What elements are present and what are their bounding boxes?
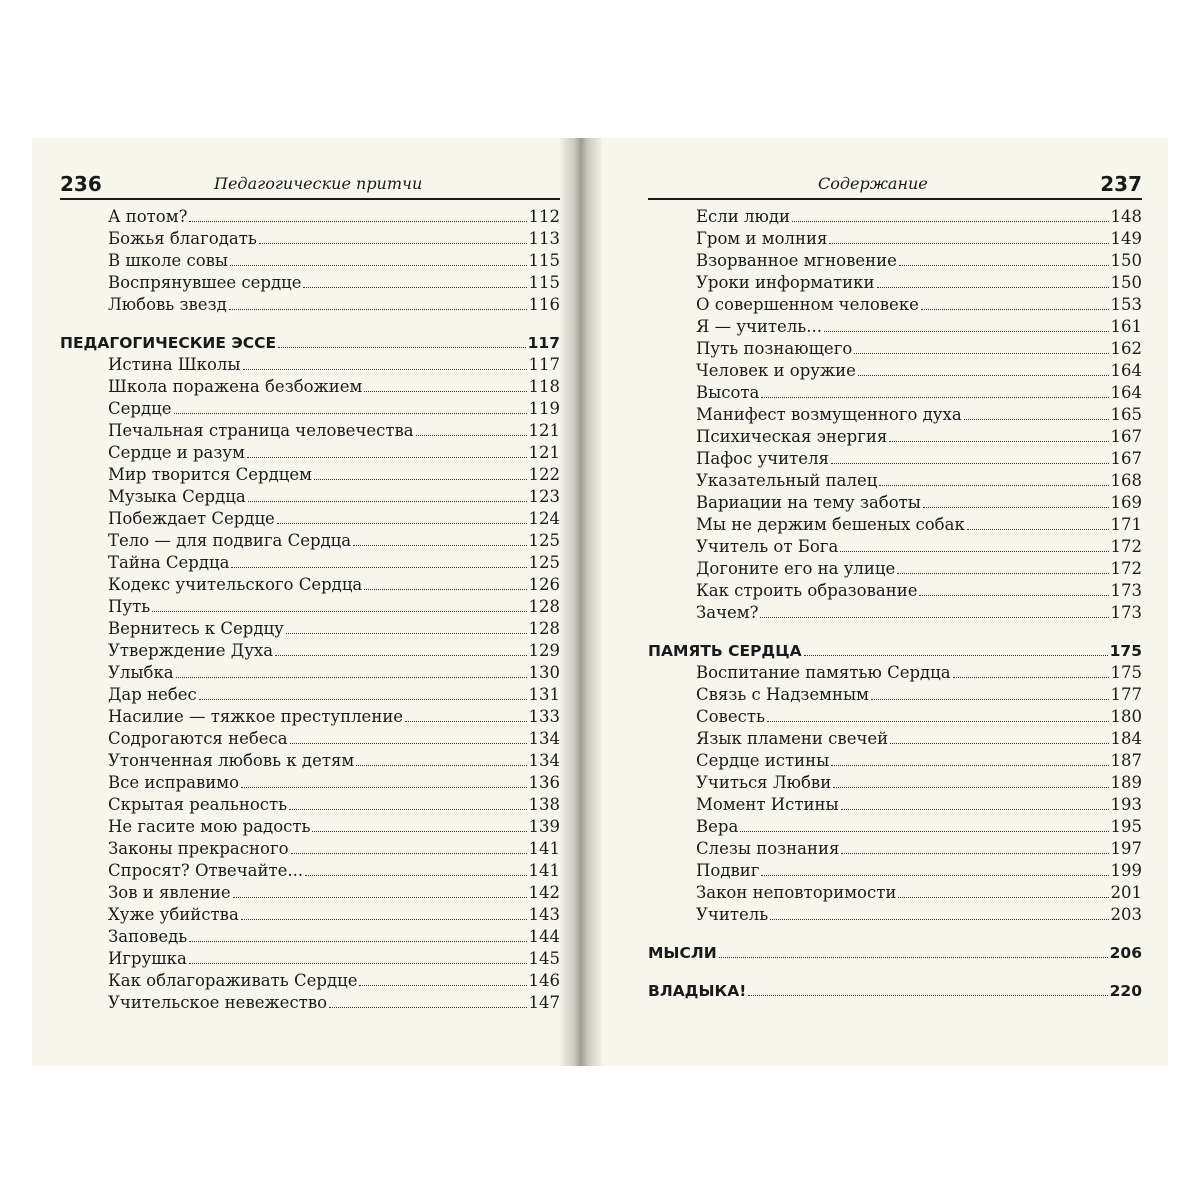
- toc-section: [648, 980, 1142, 1002]
- toc-entry: [648, 558, 1142, 580]
- toc-title: Указательный палец: [696, 471, 878, 490]
- toc-leader-dots: [230, 265, 526, 266]
- toc-entry: [60, 596, 560, 618]
- toc-title: Вариации на тему заботы: [696, 493, 921, 512]
- toc-title: Школа поражена безбожием: [108, 377, 363, 396]
- toc-leader-dots: [229, 309, 527, 310]
- toc-title: Любовь звезд: [108, 295, 227, 314]
- toc-entry: [648, 294, 1142, 316]
- toc-entry: [648, 426, 1142, 448]
- toc-leader-dots: [364, 391, 526, 392]
- toc-entry: [648, 706, 1142, 728]
- toc-title: Путь: [108, 597, 151, 616]
- toc-entry: [60, 860, 560, 882]
- toc-title: Побеждает Сердце: [108, 509, 275, 528]
- toc-entry: [648, 470, 1142, 492]
- toc-title: Истина Школы: [108, 355, 241, 374]
- toc-leader-dots: [953, 677, 1109, 678]
- left-header-rule: [60, 198, 560, 200]
- toc-title: Дар небес: [108, 685, 197, 704]
- toc-page-number: 220: [1109, 982, 1142, 1000]
- toc-leader-dots: [259, 243, 527, 244]
- toc-page-number: 139: [528, 817, 560, 836]
- toc-page-number: 201: [1110, 883, 1142, 902]
- toc-title: Спросят? Отвечайте...: [108, 861, 304, 880]
- toc-entry: [60, 464, 560, 486]
- toc-leader-dots: [359, 985, 526, 986]
- toc-title: Совесть: [696, 707, 765, 726]
- toc-leader-dots: [364, 589, 526, 590]
- toc-entry: [60, 618, 560, 640]
- toc-leader-dots: [243, 369, 527, 370]
- toc-title: Подвиг: [696, 861, 760, 880]
- toc-page-number: 117: [528, 355, 560, 374]
- toc-leader-dots: [719, 957, 1108, 958]
- toc-entry: [648, 448, 1142, 470]
- toc-page-number: 149: [1110, 229, 1142, 248]
- toc-page-number: 128: [528, 619, 560, 638]
- toc-entry: [648, 860, 1142, 882]
- toc-title: Содрогаются небеса: [108, 729, 288, 748]
- toc-title: Печальная страница человечества: [108, 421, 414, 440]
- toc-entry: [648, 602, 1142, 624]
- toc-page-number: 177: [1110, 685, 1142, 704]
- toc-leader-dots: [890, 743, 1108, 744]
- toc-page-number: 150: [1110, 251, 1142, 270]
- toc-page-number: 113: [528, 229, 560, 248]
- left-running-title: Педагогические притчи: [214, 174, 423, 193]
- left-page-number: 236: [60, 172, 102, 196]
- toc-leader-dots: [748, 995, 1107, 996]
- toc-entry: [648, 250, 1142, 272]
- toc-title: Игрушка: [108, 949, 187, 968]
- toc-leader-dots: [761, 875, 1108, 876]
- toc-leader-dots: [871, 699, 1109, 700]
- toc-page-number: 169: [1110, 493, 1142, 512]
- toc-title: О совершенном человеке: [696, 295, 919, 314]
- toc-page-number: 173: [1110, 581, 1142, 600]
- toc-entry: [648, 662, 1142, 684]
- toc-title: Момент Истины: [696, 795, 839, 814]
- toc-entry: [60, 728, 560, 750]
- toc-leader-dots: [840, 551, 1108, 552]
- toc-page-number: 134: [528, 751, 560, 770]
- toc-entry: [648, 838, 1142, 860]
- toc-title: Язык пламени свечей: [696, 729, 889, 748]
- toc-title: Тело — для подвига Сердца: [108, 531, 352, 550]
- toc-page-number: 142: [528, 883, 560, 902]
- toc-leader-dots: [879, 485, 1108, 486]
- toc-leader-dots: [291, 853, 527, 854]
- toc-page-number: 195: [1110, 817, 1142, 836]
- toc-page-number: 125: [528, 531, 560, 550]
- toc-page-number: 203: [1110, 905, 1142, 924]
- toc-entry: [60, 992, 560, 1014]
- toc-leader-dots: [767, 721, 1109, 722]
- toc-leader-dots: [286, 633, 527, 634]
- toc-leader-dots: [189, 941, 526, 942]
- toc-leader-dots: [277, 523, 527, 524]
- toc-entry: [60, 228, 560, 250]
- toc-entry: [60, 926, 560, 948]
- toc-entry: [60, 882, 560, 904]
- toc-entry: [60, 772, 560, 794]
- toc-title: Я — учитель...: [696, 317, 823, 336]
- toc-page-number: 172: [1110, 537, 1142, 556]
- toc-leader-dots: [831, 765, 1108, 766]
- toc-entry: [60, 684, 560, 706]
- toc-page-number: 115: [528, 273, 560, 292]
- toc-page-number: 141: [528, 861, 560, 880]
- toc-entry: [60, 398, 560, 420]
- toc-leader-dots: [761, 397, 1108, 398]
- toc-title: Связь с Надземным: [696, 685, 869, 704]
- toc-leader-dots: [889, 441, 1108, 442]
- toc-leader-dots: [241, 787, 526, 788]
- toc-title: Высота: [696, 383, 760, 402]
- toc-leader-dots: [233, 897, 527, 898]
- toc-title: Учитель от Бога: [696, 537, 839, 556]
- right-toc-list: [648, 206, 1142, 1002]
- toc-entry: [648, 382, 1142, 404]
- toc-leader-dots: [305, 875, 526, 876]
- toc-entry: [648, 228, 1142, 250]
- toc-entry: [60, 508, 560, 530]
- toc-page-number: 112: [528, 207, 560, 226]
- toc-entry: [60, 574, 560, 596]
- toc-title: Догоните его на улице: [696, 559, 896, 578]
- toc-entry: [60, 948, 560, 970]
- toc-section: [648, 640, 1142, 662]
- toc-title: Музыка Сердца: [108, 487, 246, 506]
- toc-leader-dots: [248, 501, 527, 502]
- toc-page-number: 175: [1110, 663, 1142, 682]
- toc-page-number: 126: [528, 575, 560, 594]
- right-running-title: Содержание: [818, 174, 928, 193]
- toc-section: [648, 942, 1142, 964]
- toc-entry: [60, 640, 560, 662]
- toc-entry: [648, 360, 1142, 382]
- toc-title: Улыбка: [108, 663, 174, 682]
- toc-page-number: 131: [528, 685, 560, 704]
- toc-leader-dots: [841, 809, 1109, 810]
- toc-page-number: 141: [528, 839, 560, 858]
- toc-entry: [60, 442, 560, 464]
- toc-entry: [60, 294, 560, 316]
- toc-title: А потом?: [108, 207, 188, 226]
- toc-leader-dots: [877, 287, 1109, 288]
- toc-entry: [60, 486, 560, 508]
- toc-page-number: 184: [1110, 729, 1142, 748]
- toc-page-number: 180: [1110, 707, 1142, 726]
- toc-leader-dots: [329, 1007, 526, 1008]
- toc-page-number: 206: [1109, 944, 1142, 962]
- toc-title: Учительское невежество: [108, 993, 328, 1012]
- toc-entry: [648, 404, 1142, 426]
- toc-page-number: 138: [528, 795, 560, 814]
- toc-entry: [648, 750, 1142, 772]
- toc-page-number: 121: [528, 421, 560, 440]
- toc-title: Уроки информатики: [696, 273, 875, 292]
- toc-title: ПЕДАГОГИЧЕСКИЕ ЭССЕ: [60, 334, 277, 352]
- toc-leader-dots: [804, 655, 1108, 656]
- toc-entry: [648, 794, 1142, 816]
- toc-page-number: 165: [1110, 405, 1142, 424]
- toc-page-number: 122: [528, 465, 560, 484]
- toc-entry: [648, 904, 1142, 926]
- toc-page-number: 133: [528, 707, 560, 726]
- toc-title: Зачем?: [696, 603, 759, 622]
- toc-leader-dots: [831, 463, 1109, 464]
- toc-page-number: 171: [1110, 515, 1142, 534]
- toc-leader-dots: [199, 699, 527, 700]
- toc-title: Скрытая реальность: [108, 795, 288, 814]
- toc-entry: [648, 772, 1142, 794]
- toc-page-number: 172: [1110, 559, 1142, 578]
- toc-title: Воспрянувшее сердце: [108, 273, 302, 292]
- toc-leader-dots: [964, 419, 1109, 420]
- toc-leader-dots: [189, 221, 526, 222]
- toc-title: Сердце и разум: [108, 443, 245, 462]
- toc-entry: [648, 580, 1142, 602]
- toc-entry: [60, 530, 560, 552]
- toc-title: Тайна Сердца: [108, 553, 230, 572]
- toc-leader-dots: [829, 243, 1108, 244]
- toc-entry: [60, 552, 560, 574]
- toc-title: Вернитесь к Сердцу: [108, 619, 284, 638]
- toc-entry: [60, 376, 560, 398]
- toc-leader-dots: [899, 265, 1109, 266]
- toc-title: Утверждение Духа: [108, 641, 274, 660]
- toc-entry: [60, 750, 560, 772]
- toc-title: ПАМЯТЬ СЕРДЦА: [648, 642, 802, 660]
- toc-title: Все исправимо: [108, 773, 240, 792]
- toc-title: Если люди: [696, 207, 791, 226]
- toc-page-number: 119: [528, 399, 560, 418]
- toc-entry: [60, 272, 560, 294]
- toc-section: [60, 332, 560, 354]
- toc-entry: [60, 706, 560, 728]
- toc-title: Законы прекрасного: [108, 839, 289, 858]
- toc-entry: [648, 316, 1142, 338]
- toc-title: Хуже убийства: [108, 905, 239, 924]
- toc-page-number: 134: [528, 729, 560, 748]
- toc-page-number: 116: [528, 295, 560, 314]
- toc-entry: [60, 838, 560, 860]
- toc-page-number: 146: [528, 971, 560, 990]
- toc-entry: [648, 206, 1142, 228]
- toc-leader-dots: [303, 287, 526, 288]
- toc-entry: [648, 272, 1142, 294]
- toc-page-number: 187: [1110, 751, 1142, 770]
- toc-title: Взорванное мгновение: [696, 251, 897, 270]
- toc-title: МЫСЛИ: [648, 944, 717, 962]
- toc-page-number: 167: [1110, 427, 1142, 446]
- toc-leader-dots: [740, 831, 1108, 832]
- toc-page-number: 145: [528, 949, 560, 968]
- toc-leader-dots: [241, 919, 527, 920]
- toc-page-number: 167: [1110, 449, 1142, 468]
- toc-page-number: 143: [528, 905, 560, 924]
- toc-title: Закон неповторимости: [696, 883, 897, 902]
- toc-page-number: 197: [1110, 839, 1142, 858]
- toc-leader-dots: [290, 743, 527, 744]
- toc-page-number: 161: [1110, 317, 1142, 336]
- toc-page-number: 175: [1109, 642, 1142, 660]
- toc-page-number: 162: [1110, 339, 1142, 358]
- toc-leader-dots: [275, 655, 526, 656]
- toc-title: Заповедь: [108, 927, 188, 946]
- toc-title: Мы не держим бешеных собак: [696, 515, 965, 534]
- toc-page-number: 153: [1110, 295, 1142, 314]
- toc-page-number: 123: [528, 487, 560, 506]
- toc-leader-dots: [921, 309, 1109, 310]
- toc-title: Утонченная любовь к детям: [108, 751, 355, 770]
- toc-entry: [648, 816, 1142, 838]
- toc-page-number: 130: [528, 663, 560, 682]
- toc-leader-dots: [824, 331, 1108, 332]
- toc-leader-dots: [919, 595, 1108, 596]
- toc-title: Воспитание памятью Сердца: [696, 663, 951, 682]
- toc-entry: [60, 904, 560, 926]
- toc-leader-dots: [897, 573, 1108, 574]
- toc-title: Не гасите мою радость: [108, 817, 311, 836]
- toc-title: Как облагораживать Сердце: [108, 971, 358, 990]
- toc-title: Манифест возмущенного духа: [696, 405, 962, 424]
- toc-title: Путь познающего: [696, 339, 853, 358]
- toc-title: Сердце истины: [696, 751, 830, 770]
- toc-leader-dots: [416, 435, 527, 436]
- toc-title: Насилие — тяжкое преступление: [108, 707, 404, 726]
- toc-title: В школе совы: [108, 251, 229, 270]
- toc-leader-dots: [841, 853, 1108, 854]
- toc-page-number: 168: [1110, 471, 1142, 490]
- toc-entry: [648, 882, 1142, 904]
- toc-entry: [60, 816, 560, 838]
- toc-title: Гром и молния: [696, 229, 828, 248]
- toc-page-number: 124: [528, 509, 560, 528]
- toc-entry: [60, 420, 560, 442]
- toc-leader-dots: [176, 677, 527, 678]
- right-header-rule: [648, 198, 1142, 200]
- toc-title: Божья благодать: [108, 229, 257, 248]
- toc-entry: [60, 354, 560, 376]
- toc-leader-dots: [278, 347, 526, 348]
- right-page-number: 237: [1100, 172, 1142, 196]
- toc-leader-dots: [760, 617, 1108, 618]
- book-gutter: [560, 138, 602, 1066]
- toc-page-number: 150: [1110, 273, 1142, 292]
- toc-page-number: 115: [528, 251, 560, 270]
- toc-title: Зов и явление: [108, 883, 231, 902]
- toc-page-number: 125: [528, 553, 560, 572]
- toc-title: Кодекс учительского Сердца: [108, 575, 363, 594]
- toc-title: Человек и оружие: [696, 361, 856, 380]
- toc-title: Учитель: [696, 905, 769, 924]
- left-toc-list: [60, 206, 560, 1014]
- toc-page-number: 118: [528, 377, 560, 396]
- toc-page-number: 164: [1110, 383, 1142, 402]
- toc-page-number: 147: [528, 993, 560, 1012]
- toc-page-number: 121: [528, 443, 560, 462]
- toc-entry: [60, 206, 560, 228]
- toc-page-number: 136: [528, 773, 560, 792]
- toc-entry: [648, 728, 1142, 750]
- toc-page-number: 117: [527, 334, 560, 352]
- toc-entry: [60, 662, 560, 684]
- right-page-header: [648, 168, 1142, 198]
- toc-entry: [648, 492, 1142, 514]
- toc-leader-dots: [405, 721, 526, 722]
- toc-entry: [648, 338, 1142, 360]
- toc-leader-dots: [356, 765, 526, 766]
- toc-page-number: 129: [528, 641, 560, 660]
- toc-page-number: 148: [1110, 207, 1142, 226]
- toc-leader-dots: [289, 809, 526, 810]
- toc-leader-dots: [967, 529, 1109, 530]
- toc-leader-dots: [770, 919, 1108, 920]
- toc-leader-dots: [312, 831, 526, 832]
- toc-entry: [648, 514, 1142, 536]
- toc-title: Как строить образование: [696, 581, 918, 600]
- toc-leader-dots: [858, 375, 1109, 376]
- toc-leader-dots: [792, 221, 1108, 222]
- toc-page-number: 128: [528, 597, 560, 616]
- toc-leader-dots: [898, 897, 1108, 898]
- left-page-header: [60, 168, 560, 198]
- toc-page-number: 193: [1110, 795, 1142, 814]
- toc-entry: [648, 536, 1142, 558]
- toc-title: Вера: [696, 817, 739, 836]
- toc-title: Мир творится Сердцем: [108, 465, 312, 484]
- toc-title: Пафос учителя: [696, 449, 829, 468]
- toc-title: Слезы познания: [696, 839, 840, 858]
- toc-page-number: 199: [1110, 861, 1142, 880]
- toc-title: Психическая энергия: [696, 427, 888, 446]
- toc-title: ВЛАДЫКА!: [648, 982, 747, 1000]
- toc-title: Учиться Любви: [696, 773, 832, 792]
- toc-leader-dots: [247, 457, 527, 458]
- toc-leader-dots: [174, 413, 527, 414]
- toc-title: Сердце: [108, 399, 172, 418]
- toc-leader-dots: [833, 787, 1108, 788]
- toc-page-number: 173: [1110, 603, 1142, 622]
- toc-leader-dots: [189, 963, 527, 964]
- toc-entry: [60, 970, 560, 992]
- toc-page-number: 189: [1110, 773, 1142, 792]
- toc-leader-dots: [854, 353, 1108, 354]
- toc-entry: [60, 250, 560, 272]
- toc-leader-dots: [152, 611, 526, 612]
- toc-leader-dots: [353, 545, 526, 546]
- toc-leader-dots: [923, 507, 1109, 508]
- toc-page-number: 164: [1110, 361, 1142, 380]
- toc-leader-dots: [231, 567, 526, 568]
- toc-page-number: 144: [528, 927, 560, 946]
- toc-entry: [60, 794, 560, 816]
- toc-leader-dots: [314, 479, 527, 480]
- toc-entry: [648, 684, 1142, 706]
